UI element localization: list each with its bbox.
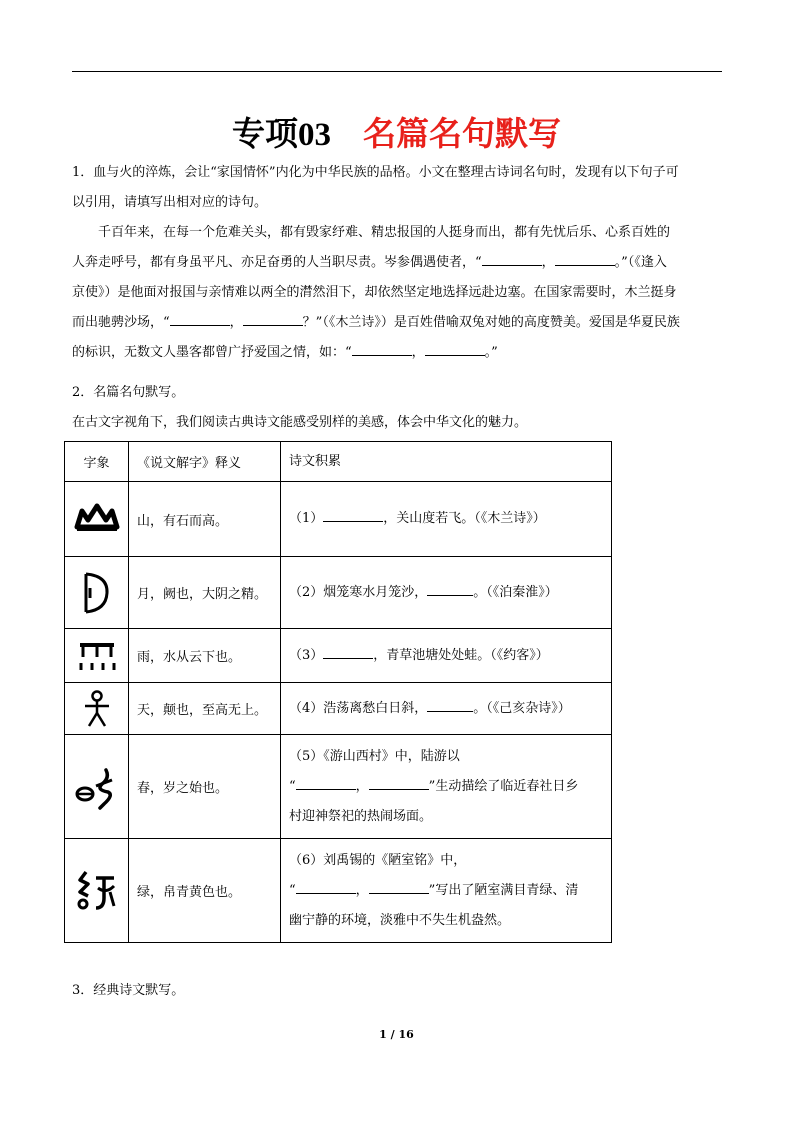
q1-text: 人奔走呼号，都有身虽平凡、亦足奋勇的人当职尽责。岑参偶遇使者，“ bbox=[72, 255, 482, 270]
header-cell: 字象 bbox=[65, 442, 129, 482]
question-3 bbox=[72, 976, 722, 1006]
table-row bbox=[65, 735, 612, 839]
definition-cell: 天，颠也，至高无上。 bbox=[129, 683, 281, 735]
poetry-cell bbox=[281, 735, 612, 839]
answer-blank[interactable] bbox=[323, 644, 373, 659]
sky-glyph-icon bbox=[82, 689, 112, 729]
poem-line: 村迎神祭祀的热闹场面。 bbox=[289, 808, 433, 824]
question-2 bbox=[72, 378, 722, 438]
answer-blank[interactable] bbox=[555, 251, 615, 266]
definition-cell: 绿，帛青黄色也。 bbox=[129, 839, 281, 943]
q1-paragraph-line-5 bbox=[72, 338, 722, 368]
glyph-cell bbox=[65, 629, 129, 683]
title-number: 03 bbox=[298, 117, 331, 153]
answer-blank[interactable] bbox=[296, 775, 356, 790]
q1-sep: ， bbox=[229, 315, 243, 330]
definition-cell: 山，有石而高。 bbox=[129, 482, 281, 557]
table-row bbox=[65, 683, 612, 735]
q1-sep: ， bbox=[541, 255, 555, 270]
poem-text: （4）浩荡离愁白日斜， bbox=[289, 700, 428, 716]
poetry-cell bbox=[281, 629, 612, 683]
definition-cell: 雨，水从云下也。 bbox=[129, 629, 281, 683]
page-number: 1 / 16 bbox=[379, 1028, 414, 1041]
q1-paragraph-line-3: 京使》）是他面对报国与亲情难以两全的潸然泪下，却依然坚定地选择远赴边塞。在国家需要时，木兰挺身 bbox=[72, 285, 677, 300]
definition-cell: 月，阙也，大阴之精。 bbox=[129, 557, 281, 629]
poem-text: “ bbox=[289, 778, 296, 794]
poem-text: ，关山度若飞。（《木兰诗》） bbox=[383, 511, 546, 526]
poem-text: ”写出了陋室满目青绿、清 bbox=[428, 882, 579, 898]
answer-blank[interactable] bbox=[425, 341, 485, 356]
answer-blank[interactable] bbox=[170, 311, 230, 326]
q1-text: 的标识，无数文人墨客都曾广抒爱国之情，如：“ bbox=[72, 345, 352, 360]
spring-glyph-icon bbox=[74, 764, 120, 810]
header-cell: 诗文积累 bbox=[281, 442, 612, 482]
table-header-row bbox=[65, 442, 612, 482]
answer-blank[interactable] bbox=[427, 697, 473, 712]
poem-text: （3） bbox=[289, 647, 324, 663]
q1-text: 。”（《逢入 bbox=[614, 255, 667, 270]
poem-text: ，青草池塘处处蛙。（《约客》） bbox=[373, 647, 549, 663]
q1-intro-line-1: 1．血与火的淬炼，会让“家国情怀”内化为中华民族的品格。小文在整理古诗词名句时，发现有以下句子可 bbox=[72, 165, 679, 180]
answer-blank[interactable] bbox=[352, 341, 412, 356]
poem-text: ， bbox=[355, 778, 369, 794]
poem-line bbox=[289, 772, 603, 802]
poetry-cell bbox=[281, 683, 612, 735]
definition-cell: 春，岁之始也。 bbox=[129, 735, 281, 839]
poem-line: （5）《游山西村》中，陆游以 bbox=[289, 748, 460, 764]
table-row bbox=[65, 557, 612, 629]
glyph-table bbox=[64, 441, 612, 943]
question-1 bbox=[72, 158, 722, 368]
q1-text: ？”（《木兰诗》）是百姓借喻双兔对她的高度赞美。爱国是华夏民族 bbox=[302, 315, 680, 330]
glyph-cell bbox=[65, 683, 129, 735]
answer-blank[interactable] bbox=[296, 879, 356, 894]
q3-heading: 3．经典诗文默写。 bbox=[72, 983, 185, 998]
q1-intro-line-2: 以引用，请填写出相对应的诗句。 bbox=[72, 195, 268, 210]
q1-text: 而出驰骋沙场，“ bbox=[72, 315, 170, 330]
poem-text: 。（《泊秦淮》） bbox=[473, 584, 558, 600]
poem-text: （2）烟笼寒水月笼沙， bbox=[289, 584, 428, 600]
title-prefix: 专项 bbox=[232, 114, 298, 153]
poetry-cell bbox=[281, 557, 612, 629]
poem-text: “ bbox=[289, 882, 296, 898]
header-rule bbox=[72, 71, 722, 72]
mountain-glyph-icon bbox=[74, 503, 120, 535]
q2-heading: 2．名篇名句默写。 bbox=[72, 385, 185, 400]
poetry-cell bbox=[281, 482, 612, 557]
glyph-cell bbox=[65, 557, 129, 629]
glyph-cell bbox=[65, 482, 129, 557]
q2-intro: 在古文字视角下，我们阅读古典诗文能感受别样的美感，体会中华文化的魅力。 bbox=[72, 415, 528, 430]
table-row bbox=[65, 482, 612, 557]
rain-glyph-icon bbox=[77, 639, 117, 673]
q1-sep: ， bbox=[411, 345, 425, 360]
answer-blank[interactable] bbox=[369, 775, 429, 790]
poem-text: ， bbox=[355, 882, 369, 898]
title-main: 名篇名句默写 bbox=[363, 114, 561, 153]
answer-blank[interactable] bbox=[369, 879, 429, 894]
moon-glyph-icon bbox=[74, 570, 120, 616]
poem-line: 幽宁静的环境，淡雅中不失生机盎然。 bbox=[289, 912, 511, 928]
q1-paragraph-line-2 bbox=[72, 248, 722, 278]
answer-blank[interactable] bbox=[427, 581, 473, 596]
poetry-cell bbox=[281, 839, 612, 943]
poem-text: ”生动描绘了临近春社日乡 bbox=[428, 778, 579, 794]
answer-blank[interactable] bbox=[482, 251, 542, 266]
poem-line bbox=[289, 876, 603, 906]
poem-text: （1） bbox=[289, 511, 324, 526]
q1-paragraph-line-1: 千百年来，在每一个危难关头，都有毁家纾难、精忠报国的人挺身而出，都有先忧后乐、心系百姓的 bbox=[98, 225, 671, 240]
answer-blank[interactable] bbox=[323, 507, 383, 522]
header-cell: 《说文解字》释义 bbox=[129, 442, 281, 482]
glyph-cell bbox=[65, 735, 129, 839]
glyph-cell bbox=[65, 839, 129, 943]
q1-text: 。” bbox=[484, 345, 498, 360]
page-title bbox=[0, 108, 793, 155]
poem-text: 。（《己亥杂诗》） bbox=[473, 700, 571, 716]
table-row bbox=[65, 629, 612, 683]
poem-line: （6）刘禹锡的《陋室铭》中， bbox=[289, 852, 467, 868]
answer-blank[interactable] bbox=[243, 311, 303, 326]
green-glyph-icon bbox=[74, 868, 120, 914]
table-row bbox=[65, 839, 612, 943]
q1-paragraph-line-4 bbox=[72, 308, 722, 338]
